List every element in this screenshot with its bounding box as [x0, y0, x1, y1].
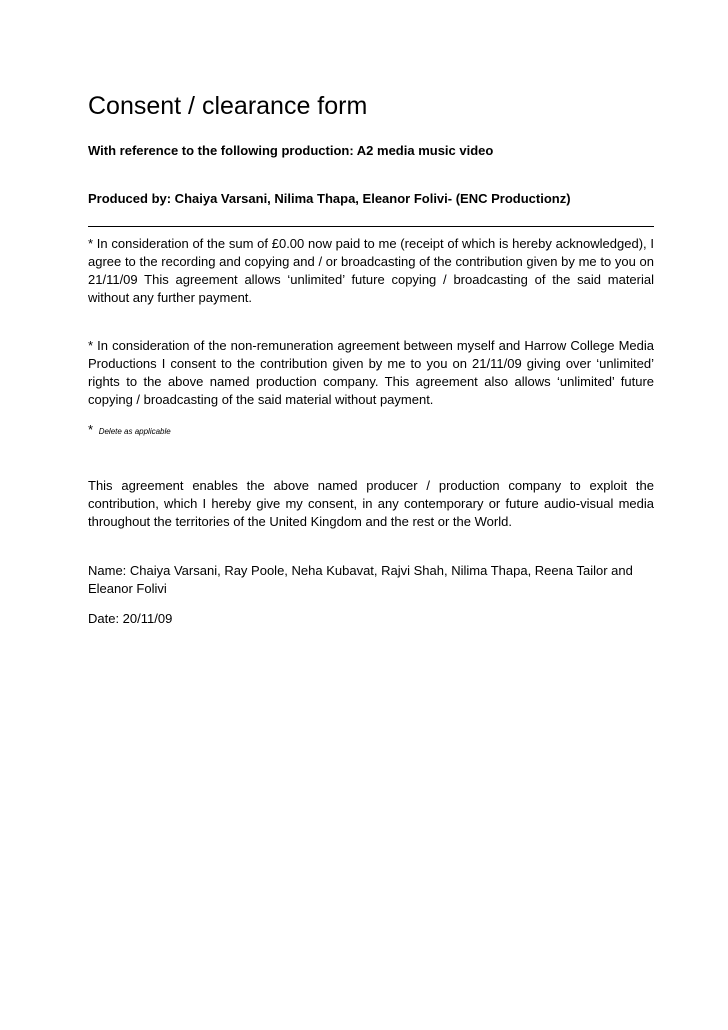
- agreement-paragraph: This agreement enables the above named producer / production company to exploit the contribution, which I hereby give my consent, in any contemporary or future audio-visual media throughout the territories of the United Kingdom and the rest or the World.: [88, 478, 654, 529]
- clause-payment: * In consideration of the sum of £0.00 now paid to me (receipt of which is hereby acknowledged), I agree to the recording and copying and / or broadcasting of the contribution given by me to you on 21/11/09 This agreement allows ‘unlimited’ future copying / broadcasting of the said material without any further payment.: [88, 236, 654, 305]
- production-reference: With reference to the following production: A2 media music video: [88, 143, 494, 158]
- form-title: Consent / clearance form: [88, 92, 368, 120]
- signatory-names: Name: Chaiya Varsani, Ray Poole, Neha Kubavat, Rajvi Shah, Nilima Thapa, Reena Tailor and Eleanor Folivi: [88, 563, 633, 596]
- divider-rule: [88, 226, 654, 227]
- form-date: Date: 20/11/09: [88, 611, 173, 626]
- note-text: Delete as applicable: [98, 427, 171, 436]
- clause-non-remuneration: * In consideration of the non-remuneration agreement between myself and Harrow College Media Productions I consent to the contribution given by me to you on 21/11/09 giving over ‘unlimited’ rights to the above named production company. This agreement also allows ‘unlimited’ future copying / broadcasting of the said material without payment.: [88, 338, 654, 407]
- produced-by: Produced by: Chaiya Varsani, Nilima Thapa, Eleanor Folivi- (ENC Productionz): [88, 191, 571, 206]
- consent-form-page: [88, 86, 654, 628]
- note-asterisk: *: [88, 422, 94, 437]
- delete-note: [88, 421, 654, 441]
